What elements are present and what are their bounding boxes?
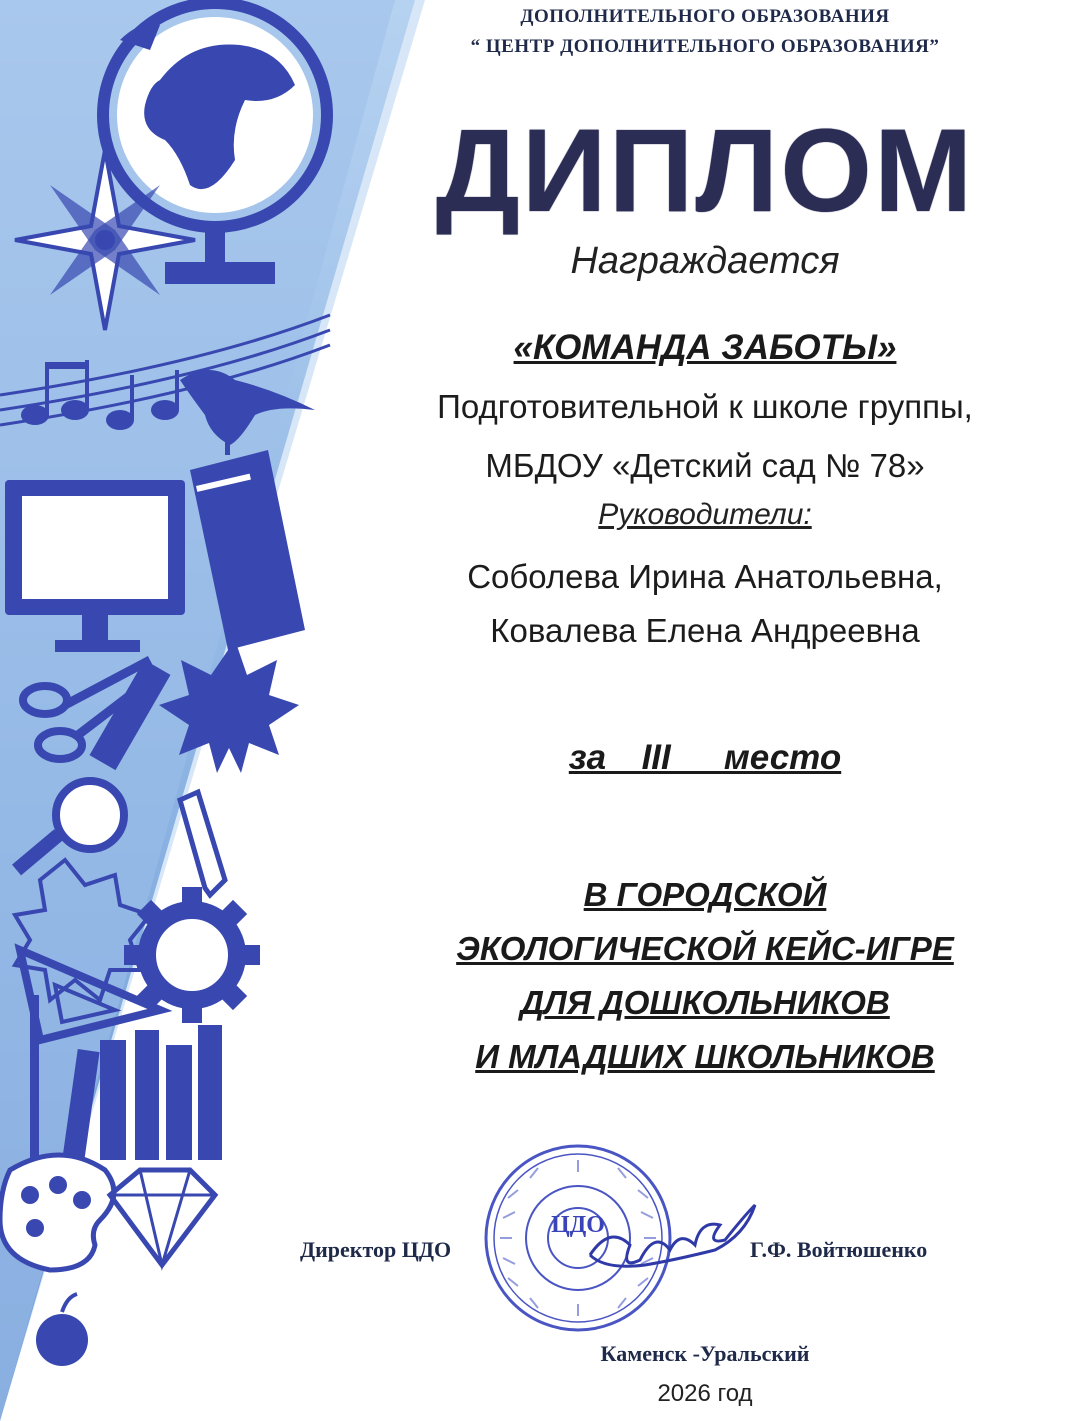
org-name-line-1: ДОПОЛНИТЕЛЬНОГО ОБРАЗОВАНИЯ [520,6,890,27]
signatory-name: Г.Ф. Войтюшенко [750,1237,928,1262]
diamond-icon [110,1170,215,1265]
stamp-center-text: ЦДО [551,1212,605,1238]
event-line-4: И МЛАДШИХ ШКОЛЬНИКОВ [475,1038,935,1075]
pencil-icon [180,792,225,895]
round-stamp [486,1146,670,1330]
signatory-position: Директор ЦДО [300,1237,452,1262]
diploma-title: ДИПЛОМ [435,105,975,237]
awarded-label: Награждается [570,240,840,282]
paint-palette-icon [0,1155,114,1270]
leader-1: Соболева Ирина Анатольевна, [467,558,943,595]
city: Каменск -Уральский [600,1341,810,1366]
year: 2026 год [657,1380,753,1407]
org-name-line-2: “ ЦЕНТР ДОПОЛНИТЕЛЬНОГО ОБРАЗОВАНИЯ” [470,36,940,57]
leaders-label: Руководители: [598,498,812,531]
place-awarded: за III место [568,738,842,777]
event-line-3: ДЛЯ ДОШКОЛЬНИКОВ [520,984,890,1021]
leader-2: Ковалева Елена Андреевна [490,612,920,649]
event-line-2: ЭКОЛОГИЧЕСКОЙ КЕЙС-ИГРЕ [456,930,954,967]
institution-line: МБДОУ «Детский сад № 78» [485,447,925,484]
event-line-1: В ГОРОДСКОЙ [583,876,827,913]
team-name: «КОМАНДА ЗАБОТЫ» [513,328,897,367]
signature-mark [590,1205,755,1266]
group-line: Подготовительной к школе группы, [437,388,973,425]
apple-icon [36,1294,88,1366]
